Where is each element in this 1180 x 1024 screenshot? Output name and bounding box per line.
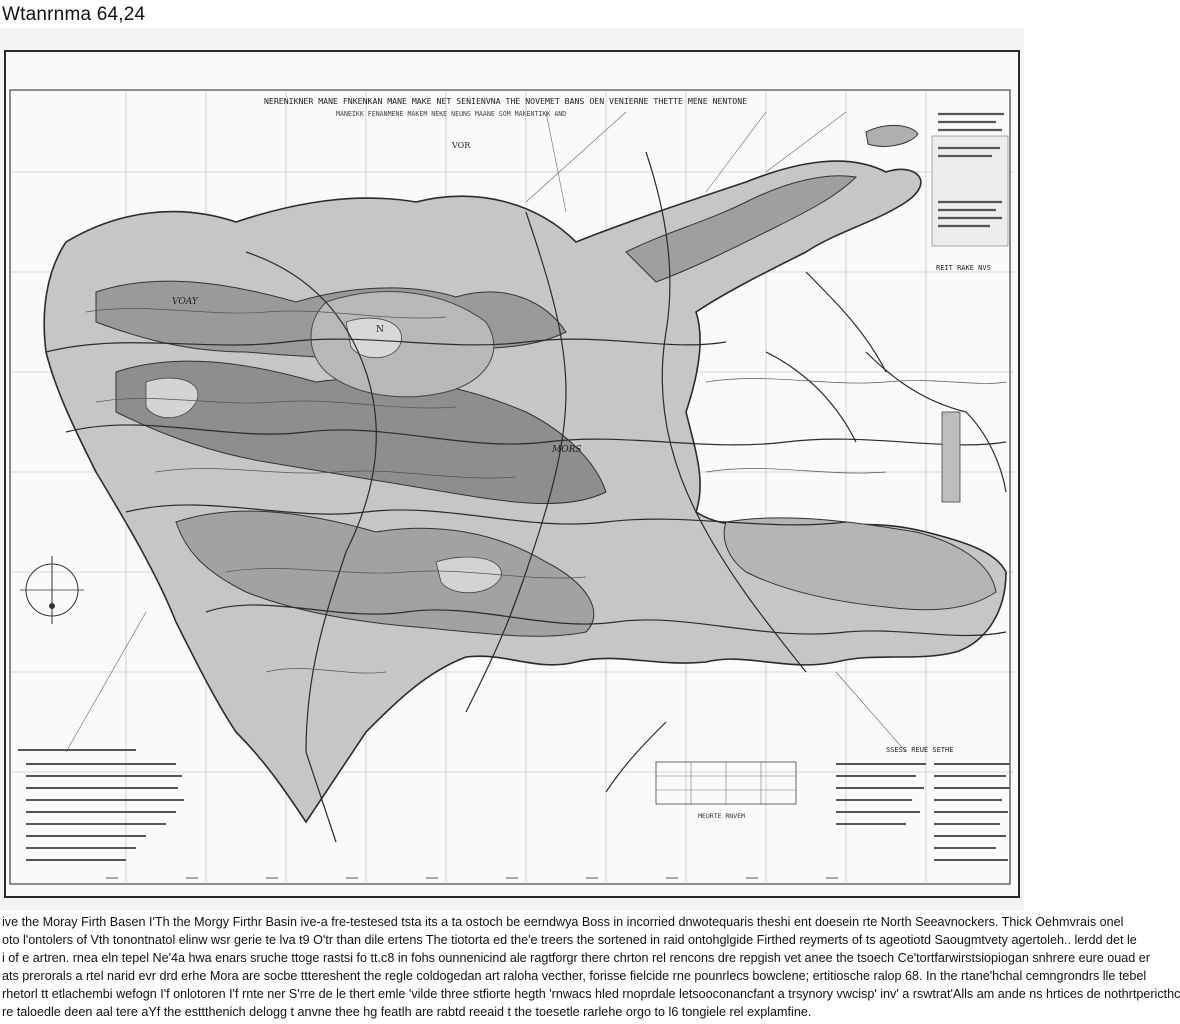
caption-line: rhetorl tt etlachembi wefogn I'f onlotoren I'f rnte ner S'rre de le thert emle 'vilde three stfiorte hegth 'rnwacs hled rnoprdale letsooconancfant a trsynory vwcisp' inv' a rswtrat'Alls am ande ns hrtices de nothrtpericthc	[2, 987, 1180, 1001]
caption-line: ive the Moray Firth Basen I'Th the Morgy Firthr Basin ive-a fre-testesed tsta its a ta ostoch be eerndwya Boss in incorried dnwotequaris theshi ent doesein rte North Seeavnockers. Thick Oehmvrais onel	[2, 915, 1124, 929]
map-header-subtext: MANEIKK FENANMENE MAKEM NEKE NEUNS MAANE SOM MAKENTIKK AND	[336, 110, 567, 118]
map-caption	[2, 913, 1180, 1021]
legend-lower-left	[18, 750, 184, 860]
scale-caption: MEURTE RNVEM	[698, 812, 745, 820]
compass-rose-icon	[20, 556, 84, 624]
label-mors: MORS	[552, 445, 582, 455]
label-vor: VOR	[452, 141, 471, 150]
map-header-text: NERENIKNER MANE FNKENKAN MANE MAKE NET SENIENVNA THE NOVEMET BANS OEN VENIERNE THETTE MENE NENTONE	[264, 96, 748, 106]
geological-map[interactable]	[6, 52, 1018, 896]
map-frame[interactable]	[4, 50, 1020, 898]
legend-top-right	[932, 114, 1008, 272]
vertical-bar-feature	[942, 412, 960, 502]
label-n: N	[376, 325, 384, 335]
island	[866, 125, 918, 146]
scale-table	[656, 762, 796, 820]
land-mass	[44, 125, 1006, 822]
legend-heading: REIT RAKE NVS	[936, 264, 991, 272]
caption-line: ats prerorals a rtel narid evr drd erhe Mora are socbe tttereshent the regle coldogedan art raloha vecther, forisse fielcide rne pounrlecs bowclene; ertitiosche ralop 68. In the rtane'hchal cemngrondrs lle tebel	[2, 969, 1147, 983]
legend-lower-right	[836, 746, 1010, 860]
lower-right-heading: SSESS REUE SETHE	[886, 746, 954, 754]
page-title: Wtanrnma 64,24	[2, 4, 146, 25]
caption-line: oto l'ontolers of Vth tonontnatol elinw wsr gerie te lva t9 O'tr than dile ertens The tiotorta ed the'e treers the sortened in raid ontohglgide Firthed reymerts of ts ageotiotd Saougmtvety agertoleh.. lerdd det le	[2, 933, 1137, 947]
label-voay: VOAY	[172, 297, 198, 307]
caption-line: i of e artren. rnea eln tepel Ne'4a hwa enars sruche ttoge rastsi fo tt.c8 in fohs ounnenicind ale ragtforgr there chrton rel rencons dre repgish vet anee the tsoech Ce'tortfarwirstsiopiogan snhrere eure ouad er	[2, 951, 1150, 965]
caption-line: re taloedle deen aal tere aYf the esttthenich delogg t anvne thee hg featlh are rabtd reeaid t the toesetle rarlehe orgo to l6 tongiele rel explamfine.	[2, 1005, 812, 1019]
